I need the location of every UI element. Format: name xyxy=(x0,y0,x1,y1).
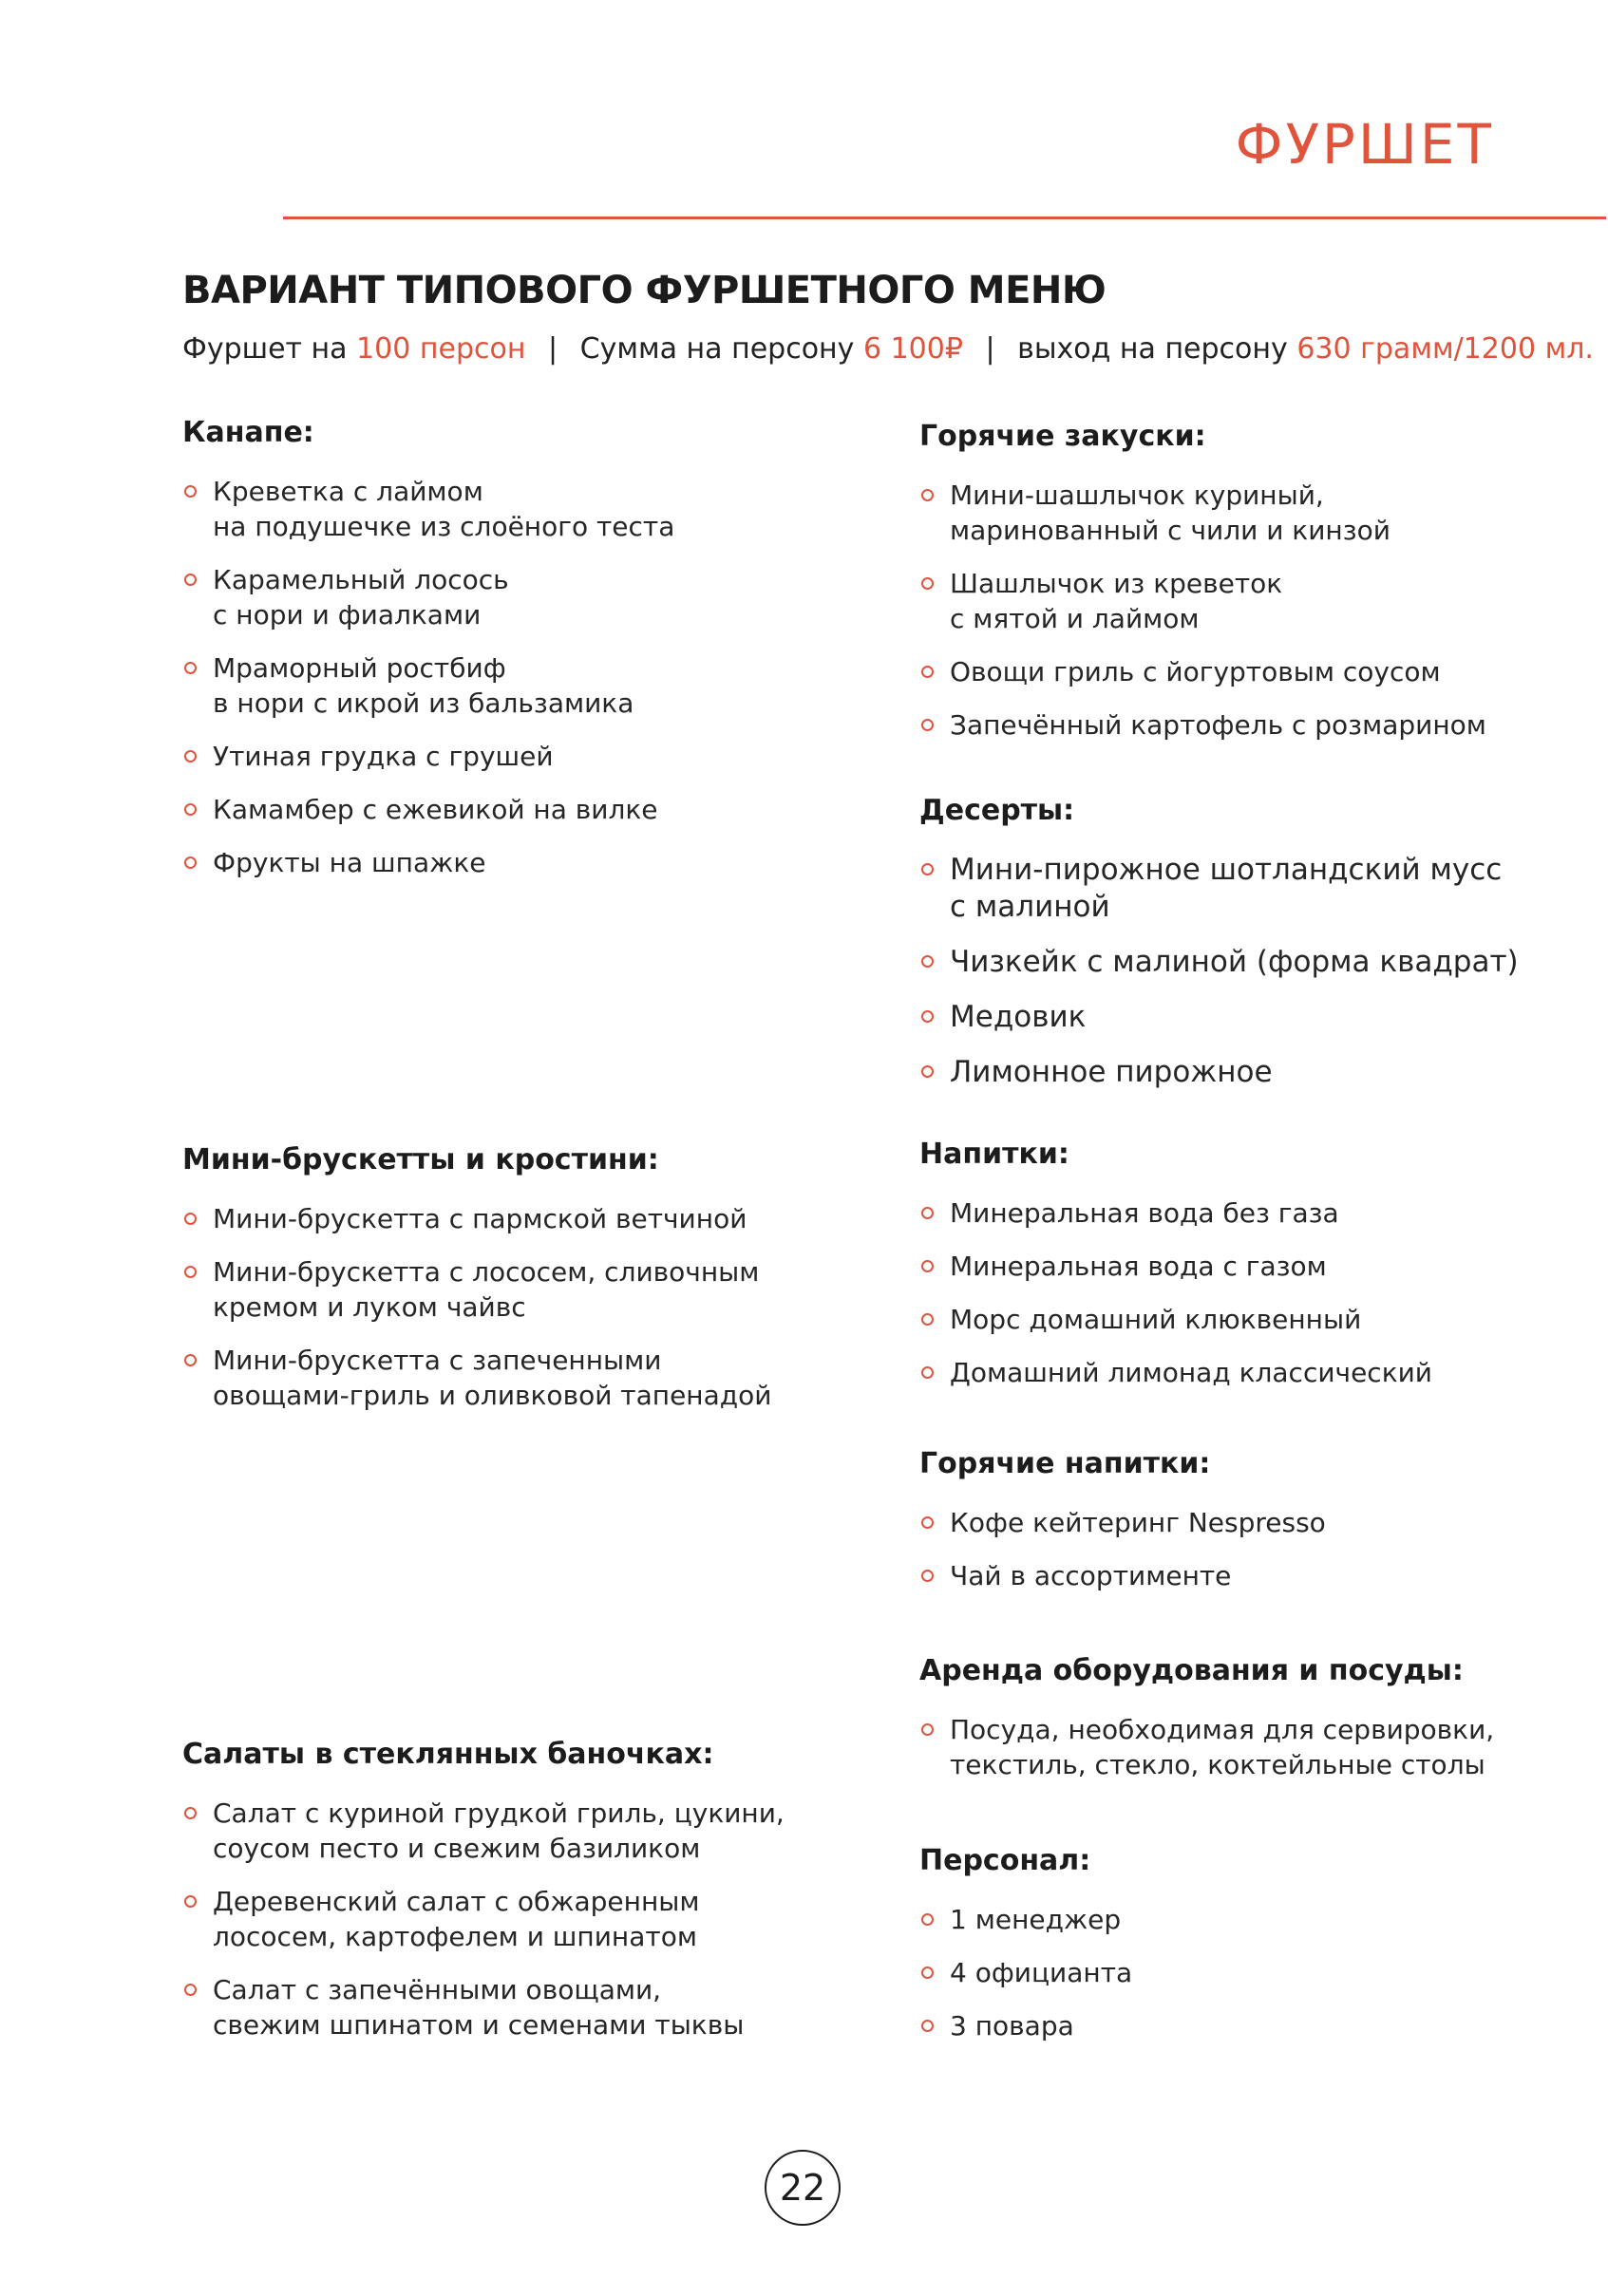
list-item xyxy=(182,474,790,544)
bullet-icon xyxy=(921,666,934,678)
item-text: Лимонное пирожное xyxy=(950,1055,1273,1089)
section-drinks xyxy=(919,1138,1546,1408)
section-title: Десерты: xyxy=(919,794,1075,827)
item-list xyxy=(182,474,790,880)
bullet-icon xyxy=(921,1516,934,1529)
list-item xyxy=(182,1254,790,1325)
list-item xyxy=(182,1201,790,1236)
item-list xyxy=(182,1201,790,1413)
list-item xyxy=(919,1249,1546,1284)
price-value: 6 100₽ xyxy=(862,332,963,366)
item-text: Деревенский салат с обжаренным лососем, картофелем и шпинатом xyxy=(213,1886,700,1952)
bullet-icon xyxy=(184,662,197,674)
list-item xyxy=(182,1796,790,1866)
list-item xyxy=(919,566,1546,636)
list-item xyxy=(919,1054,1565,1091)
section-canapes xyxy=(182,416,790,898)
item-list xyxy=(919,1195,1546,1390)
bullet-icon xyxy=(184,485,197,498)
bullet-icon xyxy=(921,1010,934,1023)
section-salads xyxy=(182,1738,790,2061)
list-item xyxy=(919,1955,1546,1990)
bullet-icon xyxy=(921,1313,934,1326)
bullet-icon xyxy=(184,1213,197,1225)
bullet-icon xyxy=(921,2020,934,2032)
item-text: Камамбер с ежевикой на вилке xyxy=(213,794,658,825)
section-title: Горячие закуски: xyxy=(919,420,1206,453)
list-item xyxy=(919,2008,1546,2043)
section-title: Напитки: xyxy=(919,1138,1069,1171)
yield-value: 630 грамм/1200 мл. xyxy=(1296,332,1594,366)
list-item xyxy=(919,1902,1546,1937)
item-text: 3 повара xyxy=(950,2010,1074,2042)
bullet-icon xyxy=(184,856,197,869)
item-text: Утиная грудка с грушей xyxy=(213,741,554,772)
item-list xyxy=(919,852,1565,1091)
item-text: Карамельный лосось с нори и фиалками xyxy=(213,564,509,630)
item-text: Запечённый картофель с розмарином xyxy=(950,709,1486,741)
list-item xyxy=(919,999,1565,1036)
item-text: Медовик xyxy=(950,1000,1087,1034)
yield-prefix: выход на персону xyxy=(1017,332,1288,366)
item-text: Мини-шашлычок куриный, маринованный с чили и кинзой xyxy=(950,480,1390,546)
item-text: Минеральная вода с газом xyxy=(950,1251,1327,1282)
section-staff xyxy=(919,1844,1546,2061)
list-item xyxy=(919,1302,1546,1337)
item-text: Фрукты на шпажке xyxy=(213,847,486,878)
list-item xyxy=(182,1972,790,2042)
item-text: Салат с запечёнными овощами, свежим шпинатом и семенами тыквы xyxy=(213,1974,745,2041)
item-text: Креветка с лаймом на подушечке из слоёного теста xyxy=(213,476,675,542)
list-item xyxy=(182,792,790,827)
bullet-icon xyxy=(921,719,934,731)
price-prefix: Сумма на персону xyxy=(579,332,855,366)
bullet-icon xyxy=(184,1984,197,1996)
section-hot-drinks xyxy=(919,1447,1546,1611)
item-text: Мраморный ростбиф в нори с икрой из бальзамика xyxy=(213,652,634,719)
list-item xyxy=(182,1343,790,1413)
bullet-icon xyxy=(921,489,934,501)
list-item xyxy=(182,1884,790,1954)
list-item xyxy=(919,1505,1546,1540)
list-item xyxy=(919,944,1565,981)
bullet-icon xyxy=(921,863,934,875)
item-text: Мини-брускетта с лососем, сливочным кремом и луком чайвс xyxy=(213,1256,760,1323)
bullet-icon xyxy=(921,1065,934,1078)
item-text: Минеральная вода без газа xyxy=(950,1197,1339,1229)
item-text: Посуда, необходимая для сервировки, текстиль, стекло, коктейльные столы xyxy=(950,1714,1495,1780)
item-list xyxy=(919,478,1546,743)
item-list xyxy=(919,1505,1546,1593)
item-text: Шашлычок из креветок с мятой и лаймом xyxy=(950,568,1283,634)
section-title: Мини-брускетты и кростини: xyxy=(182,1143,659,1176)
item-text: Мини-брускетта с запеченными овощами-гриль и оливковой тапенадой xyxy=(213,1345,772,1411)
list-item xyxy=(919,852,1565,926)
item-text: Морс домашний клюквенный xyxy=(950,1304,1362,1335)
item-text: Салат с куриной грудкой гриль, цукини, соусом песто и свежим базиликом xyxy=(213,1797,785,1864)
summary-line xyxy=(182,332,1594,366)
guests-value: 100 персон xyxy=(356,332,526,366)
list-item xyxy=(919,1195,1546,1231)
section-title: Горячие напитки: xyxy=(919,1447,1211,1480)
bullet-icon xyxy=(184,803,197,816)
list-item xyxy=(919,478,1546,548)
item-text: Чай в ассортименте xyxy=(950,1560,1232,1591)
item-list xyxy=(182,1796,790,2042)
page-heading: ВАРИАНТ ТИПОВОГО ФУРШЕТНОГО МЕНЮ xyxy=(182,269,1107,312)
list-item xyxy=(182,739,790,774)
section-title: Канапе: xyxy=(182,416,314,449)
bullet-icon xyxy=(921,1967,934,1979)
list-item xyxy=(919,1355,1546,1390)
list-item xyxy=(919,1558,1546,1593)
list-item xyxy=(919,707,1546,743)
bullet-icon xyxy=(921,1570,934,1582)
bullet-icon xyxy=(921,1913,934,1926)
item-text: Чизкейк с малиной (форма квадрат) xyxy=(950,945,1519,979)
item-text: Овощи гриль с йогуртовым соусом xyxy=(950,656,1441,687)
list-item xyxy=(919,654,1546,689)
item-text: Мини-пирожное шотландский мусс с малиной xyxy=(950,853,1503,924)
section-title: Салаты в стеклянных баночках: xyxy=(182,1738,714,1771)
bullet-icon xyxy=(184,1354,197,1366)
bullet-icon xyxy=(921,1723,934,1736)
item-text: Домашний лимонад классический xyxy=(950,1357,1433,1388)
bullet-icon xyxy=(184,574,197,586)
section-title: Аренда оборудования и посуды: xyxy=(919,1654,1464,1687)
bullet-icon xyxy=(921,1207,934,1219)
header-title: ФУРШЕТ xyxy=(1235,112,1494,177)
item-text: Кофе кейтеринг Nespresso xyxy=(950,1507,1326,1538)
item-list xyxy=(919,1712,1565,1782)
section-title: Персонал: xyxy=(919,1844,1091,1877)
bullet-icon xyxy=(184,1807,197,1819)
header-rule xyxy=(283,216,1606,219)
list-item xyxy=(182,650,790,721)
item-text: Мини-брускетта с пармской ветчиной xyxy=(213,1203,747,1234)
item-text: 1 менеджер xyxy=(950,1904,1122,1935)
page-number: 22 xyxy=(765,2150,841,2226)
separator: | xyxy=(985,332,995,366)
separator: | xyxy=(548,332,558,366)
bullet-icon xyxy=(921,955,934,968)
guests-prefix: Фуршет на xyxy=(182,332,348,366)
bullet-icon xyxy=(184,1266,197,1278)
item-list xyxy=(919,1902,1546,2043)
bullet-icon xyxy=(184,1895,197,1908)
list-item xyxy=(182,562,790,632)
bullet-icon xyxy=(184,750,197,762)
bullet-icon xyxy=(921,1260,934,1272)
section-equipment-rental xyxy=(919,1654,1565,1800)
section-bruschetta xyxy=(182,1143,790,1431)
section-desserts xyxy=(919,794,1565,1109)
bullet-icon xyxy=(921,1366,934,1379)
section-hot-appetizers xyxy=(919,420,1546,761)
list-item xyxy=(919,1712,1565,1782)
list-item xyxy=(182,845,790,880)
bullet-icon xyxy=(921,577,934,590)
item-text: 4 официанта xyxy=(950,1957,1133,1988)
